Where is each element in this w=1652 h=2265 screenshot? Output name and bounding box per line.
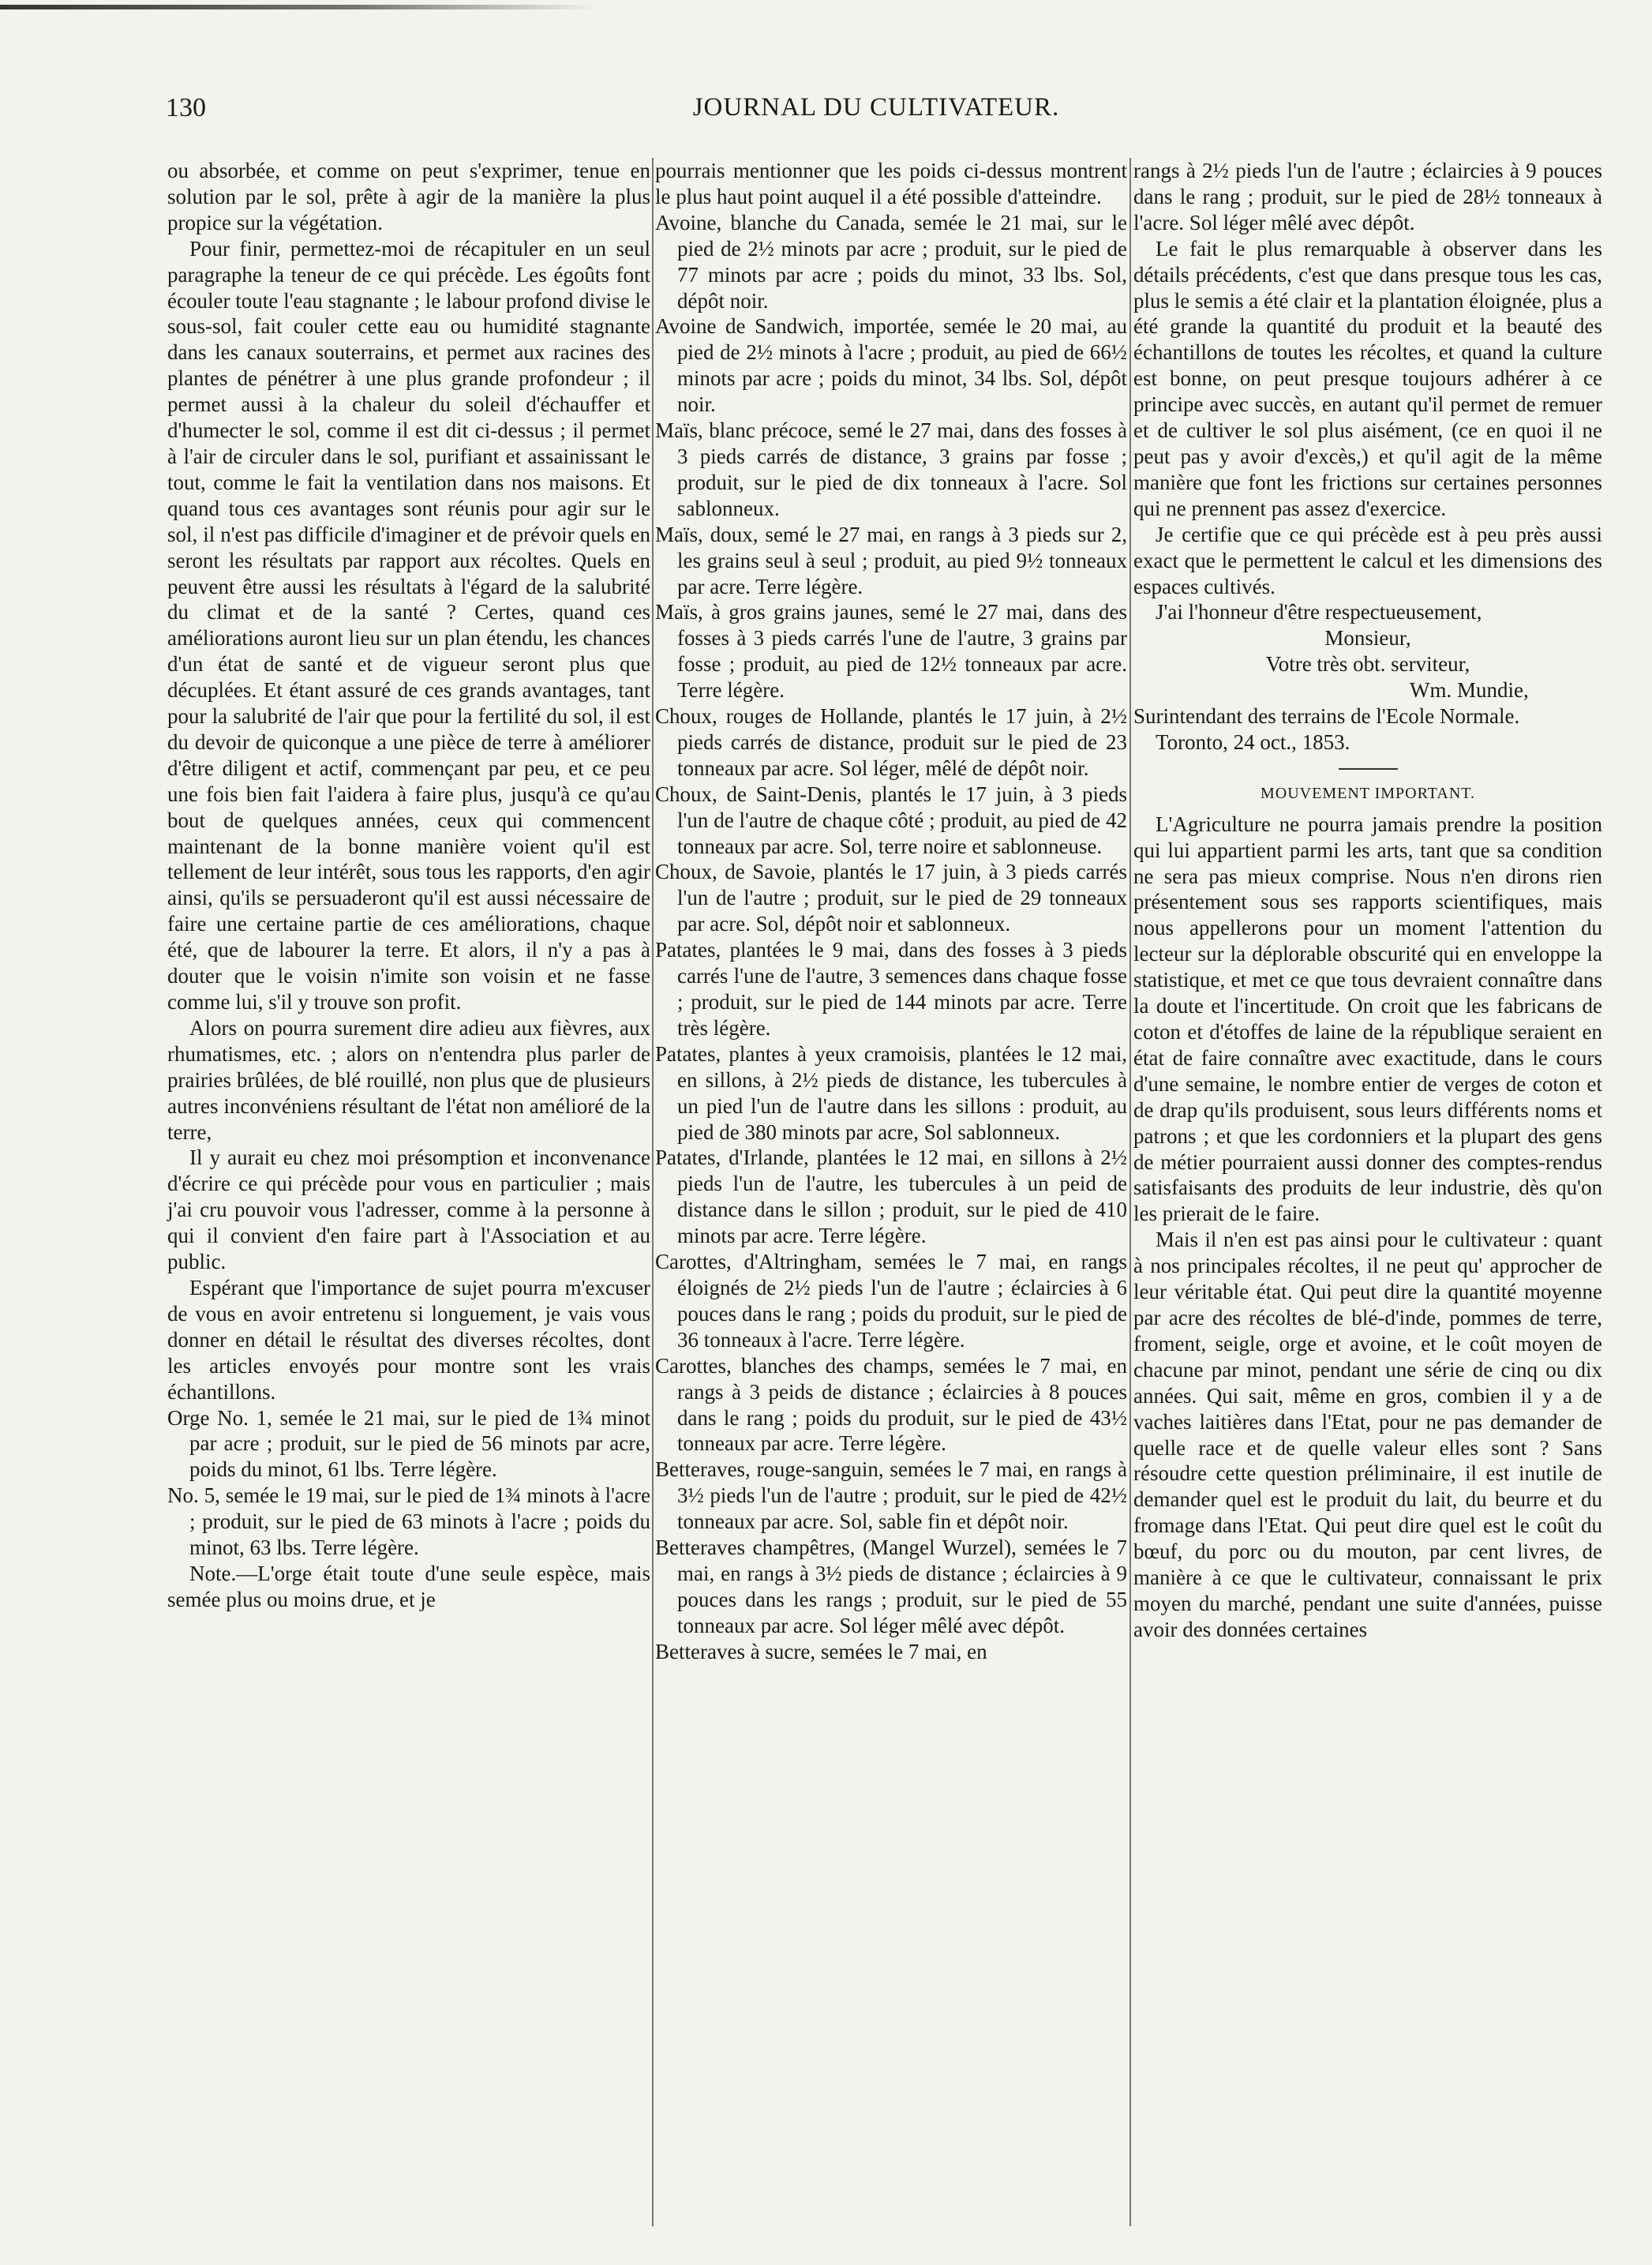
paragraph: Mais il n'en est pas ainsi pour le cultivateur : quant à nos principales récoltes, il ne peut qu' approcher de leur véritable état. Qui peut dire la quantité moyenne par acre des récoltes de blé-d'inde, pommes de terre, froment, seigle, orge et avoine, et le coût moyen de chacune par minot, pendant une série de cinq ou dix années. Qui sait, même en gros, combien il y a de vaches laitières dans l'Etat, pour ne pas demander de quelle race et de quelle valeur elles sont ? Sans résoudre cette question préliminaire, il est inutile de demander quel est le produit du lait, du beurre et du fromage dans l'Etat. Qui peut dire quel est le coût du bœuf, du porc ou du mouton, par cent livres, de manière à ce que le cultivateur, connaissant le prix moyen du marché, pendant une suite d'années, puisse avoir des données certaines (1133, 1228, 1602, 1641)
crop-entry: Avoine de Sandwich, importée, semée le 20 mai, au pied de 2½ minots à l'acre ; produit, au pied de 66½ minots par acre ; poids du minot, 34 lbs. Sol, dépôt noir. (655, 314, 1127, 417)
top-rule (0, 5, 600, 9)
signature: Wm. Mundie, (1410, 678, 1529, 703)
running-title: JOURNAL DU CULTIVATEUR. (692, 93, 1060, 122)
page-number: 130 (166, 93, 206, 122)
crop-entry: Maïs, blanc précoce, semé le 27 mai, dans des fosses à 3 pieds carrés de distance, 3 grains par fosse ; produit, sur le pied de dix tonneaux à l'acre. Sol sablonneux. (655, 418, 1127, 520)
crop-entry: Maïs, à gros grains jaunes, semé le 27 mai, dans des fosses à 3 pieds carrés l'une de l'autre, 3 grains par fosse ; produit, au pied de 12½ tonneaux par acre. Terre légère. (655, 600, 1127, 703)
crop-entry: Betteraves champêtres, (Mangel Wurzel), semées le 7 mai, en rangs à 3½ pieds de distance ; éclaircies à 9 pouces dans les rangs ; produit, sur le pied de 55 tonneaux par acre. Sol léger mêlé avec dépôt. (655, 1536, 1127, 1637)
paragraph: Pour finir, permettez-moi de récapituler en un seul paragraphe la teneur de ce qui précède. Les égoûts font écouler toute l'eau stagnante ; le labour profond divise le sous-sol, fait couler cette eau ou humidité stagnante dans les canaux souterrains, et permet aux racines des plantes de pénétrer à une plus grande profondeur ; il permet aussi à la chaleur du soleil d'échauffer et d'humecter le sol, comme il est dit ci-dessus ; il permet à l'air de circuler dans le sol, purifiant et assainissant le tout, comme le fait la ventilation dans nos maisons. Et quand tous ces avantages sont réunis pour agir sur le sol, il n'est pas difficile d'imaginer et de prévoir quels en seront les résultats par rapport aux récoltes. Quels en peuvent être aussi les résultats à l'égard de la salubrité du climat et de la santé ? Certes, quand ces améliorations auront lieu sur un plan étendu, les chances d'un état de santé et de vigueur seront plus que décuplées. Et étant assuré de ces grands avantages, tant pour la salubrité de l'air que pour la fertilité du sol, il est du devoir de quiconque a une pièce de terre à améliorer d'être diligent et actif, commençant par peu, et ce peu une fois bien fait l'aidera à faire plus, jusqu'à ce qu'au bout de quelques années, ceux qui commencent maintenant de la bonne manière voient qu'il est tellement de leur intérêt, sous tous les rapports, d'en agir ainsi, qu'ils se persuaderont qu'il est aussi nécessaire de faire une certaine partie de ces améliorations, chaque été, que de labourer la terre. Et alors, il n'y a pas à douter que le voisin n'imite son voisin et ne fasse comme lui, s'il y trouve son profit. (167, 236, 650, 1014)
letter-closing: J'ai l'honneur d'être respectueusement, (1156, 600, 1482, 624)
crop-entry: Choux, de Savoie, plantés le 17 juin, à 3 pieds carrés l'un de l'autre ; produit, sur le pied de 29 tonneaux par acre. Sol, dépôt noir et sablonneux. (655, 860, 1127, 936)
crop-entry: Patates, plantes à yeux cramoisis, plantées le 12 mai, en sillons, à 2½ pieds de distance, les tubercules à un pied l'un de l'autre dans les sillons : produit, au pied de 380 minots par acre, Sol sablonneux. (655, 1041, 1127, 1144)
crop-entry: Maïs, doux, semé le 27 mai, en rangs à 3 pieds sur 2, les grains seul à seul ; produit, au pied 9½ tonneaux par acre. Terre légère. (655, 522, 1127, 598)
crop-entry: Choux, de Saint-Denis, plantés le 17 juin, à 3 pieds l'un de l'autre de chaque côté ; produit, au pied de 42 tonneaux par acre. Sol, terre noire et sablonneuse. (655, 782, 1127, 858)
crop-entry: Patates, plantées le 9 mai, dans des fosses à 3 pieds carrés l'une de l'autre, 3 semences dans chaque fosse ; produit, sur le pied de 144 minots par acre. Terre très légère. (655, 938, 1127, 1040)
letter-closing: Votre très obt. serviteur, (1265, 652, 1470, 677)
column-divider (652, 158, 654, 2226)
crop-entry: Orge No. 1, semée le 21 mai, sur le pied de 1¾ minot par acre ; produit, sur le pied de 56 minots par acre, poids du minot, 61 lbs. Terre légère. (167, 1405, 650, 1482)
column-1 (167, 158, 650, 1613)
crop-entry: Betteraves à sucre, semées le 7 mai, en (655, 1639, 987, 1663)
crop-entry: Avoine, blanche du Canada, semée le 21 mai, sur le pied de 2½ minots par acre ; produit, sur le pied de 77 minots par acre ; poids du minot, 33 lbs. Sol, dépôt noir. (655, 210, 1127, 313)
paragraph: Je certifie que ce qui précède est à peu près aussi exact que le permettent le calcul et les dimensions des espaces cultivés. (1133, 522, 1602, 598)
column-2 (655, 158, 1127, 1665)
signature-title: Surintendant des terrains de l'Ecole Normale. (1133, 704, 1520, 729)
note-paragraph: Note.—L'orge était toute d'une seule espèce, mais semée plus ou moins drue, et je (167, 1561, 650, 1611)
crop-entry: Carottes, blanches des champs, semées le 7 mai, en rangs à 3 peids de distance ; éclaircies à 8 pouces dans le rang ; poids du produit, sur le pied de 43½ tonneaux par acre. Terre légère. (655, 1353, 1127, 1456)
paragraph: L'Agriculture ne pourra jamais prendre la position qui lui appartient parmi les arts, tant que sa condition ne sera pas mieux comprise. Nous n'en dirons rien présentement sous ses rapports scientifiques, mais nous appellerons pour un moment l'attention du lecteur sur la déplorable obscurité qui en enveloppe la statistique, et met ce que tous devraient connaître dans la doute et l'incertitude. On croit que les fabricans de coton et d'étoffes de laine de la république seraient en état de faire connaître avec exactitude, dans le cours d'une semaine, le nombre entier de verges de coton et de drap qu'ils produisent, sous leurs différents noms et patrons ; et que les cordonniers et la plupart des gens de métier pourraient aussi donner des comptes-rendus satisfaisants des produits de leur industrie, dès qu'on les prierait de le faire. (1133, 812, 1602, 1226)
column-3 (1133, 158, 1602, 1643)
crop-entry: Patates, d'Irlande, plantées le 12 mai, en sillons à 2½ pieds l'un de l'autre, les tubercules à un peid de distance dans le sillon ; produit, sur le pied de 410 minots par acre. Terre légère. (655, 1146, 1127, 1248)
paragraph: ou absorbée, et comme on peut s'exprimer, tenue en solution par le sol, prête à agir de la manière la plus propice sur la végétation. (167, 159, 650, 234)
crop-entry: Choux, rouges de Hollande, plantés le 17 juin, à 2½ pieds carrés de distance, produit sur le pied de 23 tonneaux par acre. Sol léger, mêlé de dépôt noir. (655, 704, 1127, 780)
paragraph: Alors on pourra surement dire adieu aux fièvres, aux rhumatismes, etc. ; alors on n'entendra plus parler de prairies brûlées, de blé rouillé, non plus que de plusieurs autres inconvéniens résultant de l'état non amélioré de la terre, (167, 1015, 650, 1144)
paragraph: Le fait le plus remarquable à observer dans les détails précédents, c'est que dans presque tous les cas, plus le semis a été clair et la plantation éloignée, plus a été grande la quantité du produit et la beauté des échantillons de toutes les récoltes, et quand la culture est bonne, on peut presque toujours adhérer à ce principe avec succès, en autant qu'il permet de remuer et de cultiver le sol plus aisément, (ce en quoi il ne peut pas y avoir d'excès,) et qu'il agit de la même manière que font les frictions sur certaines personnes qui ne prennent pas assez d'exercice. (1133, 236, 1602, 520)
article-heading: MOUVEMENT IMPORTANT. (1260, 784, 1475, 802)
paragraph: Espérant que l'importance de sujet pourra m'excuser de vous en avoir entretenu si longuement, je vais vous donner en détail le résultat des diverses récoltes, dont les articles envoyés pour montre sont les vrais échantillons. (167, 1275, 650, 1404)
paragraph: rangs à 2½ pieds l'un de l'autre ; éclaircies à 9 pouces dans le rang ; produit, sur le pied de 28½ tonneaux à l'acre. Sol léger mêlé avec dépôt. (1133, 159, 1602, 234)
dateline: Toronto, 24 oct., 1853. (1156, 729, 1350, 754)
paragraph: pourrais mentionner que les poids ci-dessus montrent le plus haut point auquel il a été possible d'atteindre. (655, 159, 1127, 208)
crop-entry: No. 5, semée le 19 mai, sur le pied de 1¾ minots à l'acre ; produit, sur le pied de 63 minots à l'acre ; poids du minot, 63 lbs. Terre légère. (167, 1483, 650, 1560)
section-separator (1339, 768, 1398, 770)
letter-salutation: Monsieur, (1324, 626, 1411, 651)
crop-entry: Carottes, d'Altringham, semées le 7 mai, en rangs éloignés de 2½ pieds l'un de l'autre ; éclaircies à 6 pouces dans le rang ; poids du produit, sur le pied de 36 tonneaux à l'acre. Terre légère. (655, 1250, 1127, 1352)
paragraph: Il y aurait eu chez moi présomption et inconvenance d'écrire ce qui précède pour vous en particulier ; mais j'ai cru pouvoir vous l'adresser, comme à la personne à qui il convient d'en faire part à l'Association et au public. (167, 1146, 650, 1274)
crop-entry: Betteraves, rouge-sanguin, semées le 7 mai, en rangs à 3½ pieds l'un de l'autre ; produit, sur le pied de 42½ tonneaux par acre. Sol, sable fin et dépôt noir. (655, 1457, 1127, 1534)
page-header (166, 93, 1586, 133)
column-divider (1129, 158, 1131, 2226)
